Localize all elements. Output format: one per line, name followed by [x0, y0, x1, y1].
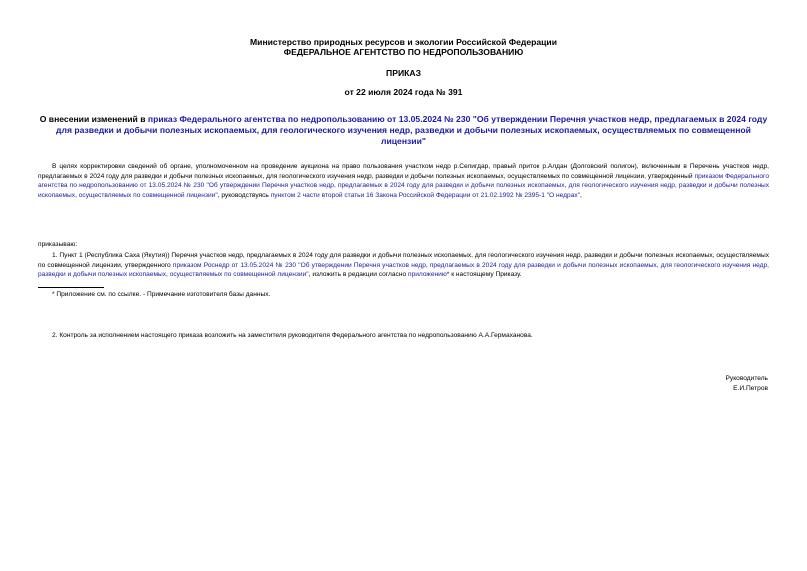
preamble-paragraph: [38, 162, 769, 200]
signature-name: Е.И.Петров: [733, 385, 768, 392]
title-order-link[interactable]: приказ Федерального агентства по недропользованию от 13.05.2024 № 230 "Об утверждении Перечня участков недр, предлагаемых в 2024 году для разведки и добычи полезных ископаемых, для геологического изучения недр, разведки и добычи полезных ископаемых, осуществляемых по совмещенной лицензии": [56, 114, 768, 146]
signature-position: Руководитель: [725, 375, 768, 382]
agency-name: ФЕДЕРАЛЬНОЕ АГЕНТСТВО ПО НЕДРОПОЛЬЗОВАНИЮ: [283, 47, 524, 57]
preamble-law-link[interactable]: пунктом 2 части второй статьи 16 Закона Российской Федерации от 21.02.1992 № 2395-1 "О недрах": [270, 191, 580, 199]
item-1-text-2: , изложить в редакции согласно: [308, 271, 408, 279]
document-title: [38, 114, 769, 147]
order-word: [38, 240, 769, 250]
preamble-text-2: , руководствуясь: [217, 191, 271, 199]
footnote: [38, 290, 769, 300]
order-word-text: приказываю:: [38, 241, 78, 248]
item-1-text-1: 1. Пункт 1 (Республика Саха (Якутия)) Перечня участков недр, предлагаемых в 2024 году для разведки и добычи полезных ископаемых, для геологического изучения недр, разведки и добычи полезных ископаемых, осуществляемых по совмещенной лицензии, утвержденного: [38, 252, 769, 269]
preamble-text-1: В целях корректировки сведений об органе, уполномоченном на проведение аукциона на право пользования участком недр р.Селигдар, правый приток р.Алдан (Долговский полигон), включенным в Перечень участков недр, предлагаемых в 2024 году для разведки и добычи полезных ископаемых, для геологического изучения недр, разведки и добычи полезных ископаемых, осуществляемых по совмещенной лицензии, утвержденный: [38, 163, 769, 180]
ministry-name: Министерство природных ресурсов и экологии Российской Федерации: [250, 37, 557, 47]
preamble-text-3: ,: [580, 191, 582, 199]
item-1-paragraph: [38, 251, 769, 280]
item-1-order-link[interactable]: приказом Роснедр от 13.05.2024 № 230 "Об утверждении Перечня участков недр, предлагаемых в 2024 году для разведки и добычи полезных ископаемых, для геологического изучения недр, разведки и добычи полезных ископаемых, осуществляемых по совмещенной лицензии": [38, 261, 769, 279]
item-2-paragraph: [38, 331, 769, 341]
footnote-divider: [38, 287, 104, 288]
item-1-appendix-link[interactable]: приложению: [408, 271, 447, 279]
preamble-order-link[interactable]: приказом Федерального агентства по недропользованию от 13.05.2024 № 230 "Об утверждении Перечня участков недр, предлагаемых в 2024 году для разведки и добычи полезных ископаемых, для геологического изучения недр, разведки и добычи полезных ископаемых, осуществляемых по совмещенной лицензии": [38, 172, 769, 199]
document-type: ПРИКАЗ: [386, 68, 421, 78]
document-date-number: от 22 июля 2024 года № 391: [344, 87, 463, 97]
item-1-text-3: * к настоящему Приказу.: [446, 271, 522, 279]
title-prefix: О внесении изменений в: [39, 114, 148, 124]
footnote-text: * Приложение см. по ссылке. - Примечание изготовителя базы данных.: [52, 291, 271, 298]
item-2-text: 2. Контроль за исполнением настоящего приказа возложить на заместителя руководителя Федерального агентства по недропользованию А.А.Гермаханова.: [52, 332, 533, 339]
